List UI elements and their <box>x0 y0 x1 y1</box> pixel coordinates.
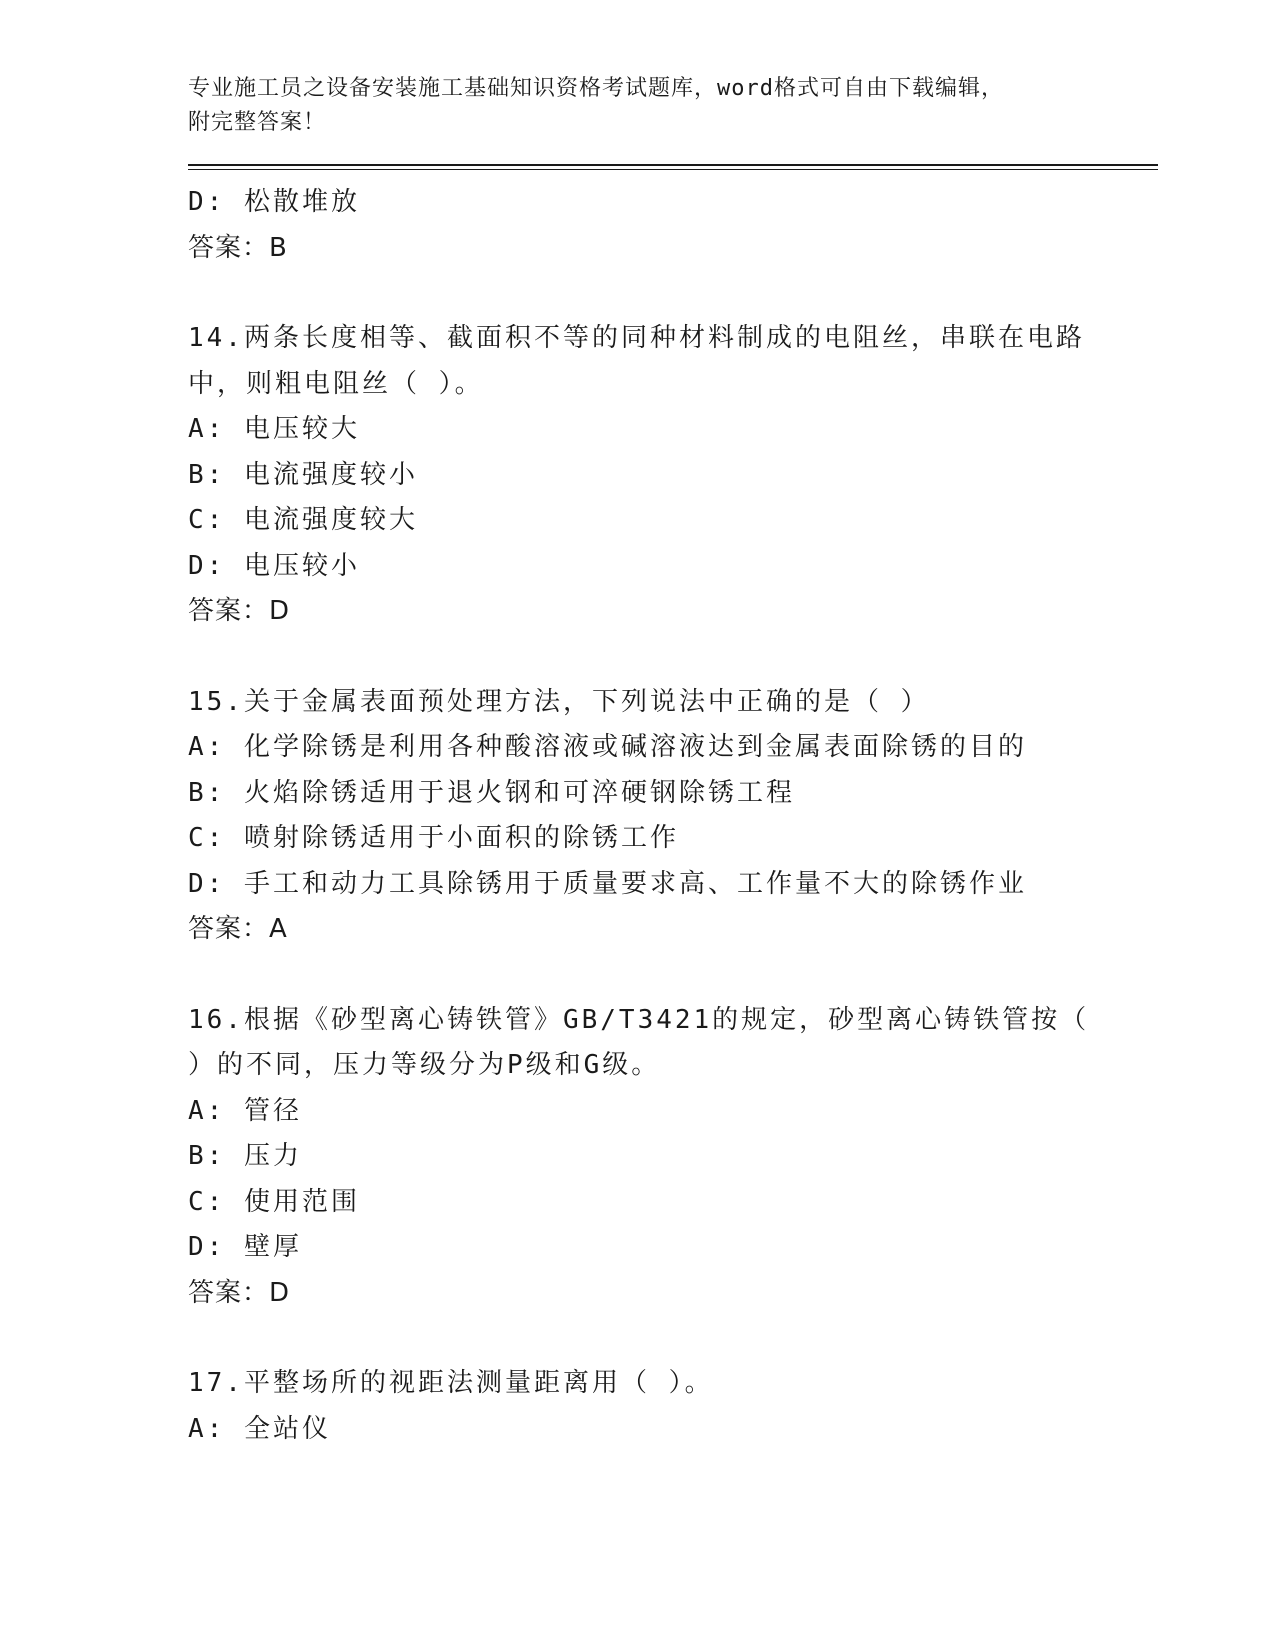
option-a: A: 电压较大 <box>188 414 360 444</box>
question-stem: ）的不同，压力等级分为P级和G级。 <box>188 1050 661 1080</box>
answer: 答案：B <box>188 232 288 263</box>
option-d: D: 松散堆放 <box>188 187 360 217</box>
question-stem: 中，则粗电阻丝（ ）。 <box>188 368 484 399</box>
answer: 答案：D <box>188 1277 291 1308</box>
option-a: A: 化学除锈是利用各种酸溶液或碱溶液达到金属表面除锈的目的 <box>188 732 1027 762</box>
question-14 <box>188 316 1158 635</box>
answer: 答案：A <box>188 914 288 944</box>
question-15 <box>188 680 1158 953</box>
page-header <box>188 72 1158 140</box>
option-c: C: 使用范围 <box>188 1186 360 1217</box>
option-a: A: 管径 <box>188 1095 302 1126</box>
header-line-2: 附完整答案！ <box>188 110 327 135</box>
question-stem: 15.关于金属表面预处理方法，下列说法中正确的是（ ） <box>188 686 930 717</box>
question-list <box>188 180 1158 1452</box>
question-stem: 17.平整场所的视距法测量距离用（ ）。 <box>188 1368 714 1398</box>
option-b: B: 压力 <box>188 1141 302 1171</box>
option-d: D: 手工和动力工具除锈用于质量要求高、工作量不大的除锈作业 <box>188 868 1027 899</box>
option-d: D: 电压较小 <box>188 550 360 581</box>
option-a: A: 全站仪 <box>188 1413 331 1444</box>
question-stem: 16.根据《砂型离心铸铁管》GB/T3421的规定，砂型离心铸铁管按（ <box>188 1004 1090 1035</box>
header-divider <box>188 164 1158 170</box>
question-stem: 14.两条长度相等、截面积不等的同种材料制成的电阻丝，串联在电路 <box>188 323 1085 353</box>
question-16 <box>188 998 1158 1317</box>
option-d: D: 壁厚 <box>188 1232 302 1262</box>
option-c: C: 喷射除锈适用于小面积的除锈工作 <box>188 823 679 853</box>
document-page <box>188 72 1158 1452</box>
header-line-1: 专业施工员之设备安装施工基础知识资格考试题库，word格式可自由下载编辑， <box>188 76 1004 101</box>
option-b: B: 电流强度较小 <box>188 459 418 490</box>
question-17 <box>188 1361 1158 1452</box>
option-c: C: 电流强度较大 <box>188 505 418 535</box>
option-b: B: 火焰除锈适用于退火钢和可淬硬钢除锈工程 <box>188 777 795 808</box>
answer: 答案：D <box>188 596 291 626</box>
question-13-tail <box>188 180 1158 271</box>
